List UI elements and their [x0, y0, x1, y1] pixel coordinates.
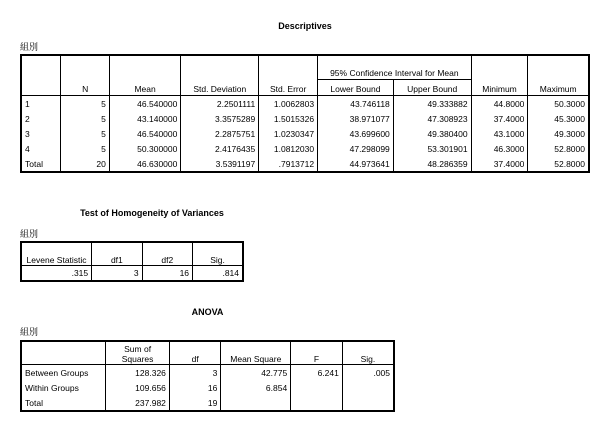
cell-min: 44.8000 — [471, 96, 528, 112]
header-levene-statistic: Levene Statistic — [21, 242, 92, 266]
cell-n: 5 — [61, 111, 109, 126]
descriptives-corner-cell — [21, 55, 61, 96]
header-sig: Sig. — [193, 242, 243, 266]
cell-label: 1 — [21, 96, 61, 112]
cell-lower: 38.971077 — [318, 111, 394, 126]
cell-sd: 2.4176435 — [181, 141, 259, 156]
cell-label: Between Groups — [21, 365, 106, 381]
cell-se: 1.0230347 — [259, 126, 318, 141]
cell-label: Total — [21, 395, 106, 411]
header-maximum: Maximum — [528, 55, 589, 96]
header-anova-sig: Sig. — [342, 341, 394, 365]
cell-n: 5 — [61, 126, 109, 141]
cell-df: 3 — [169, 365, 220, 381]
df2-value: 16 — [142, 266, 192, 282]
header-f: F — [291, 341, 343, 365]
cell-ss: 128.326 — [106, 365, 170, 381]
cell-upper: 47.308923 — [393, 111, 471, 126]
cell-min: 37.4000 — [471, 156, 528, 172]
cell-f — [291, 380, 343, 395]
cell-min: 37.4000 — [471, 111, 528, 126]
cell-min: 46.3000 — [471, 141, 528, 156]
anova-variable-label: 組別 — [20, 327, 39, 337]
anova-title: ANOVA — [191, 307, 224, 317]
cell-n: 5 — [61, 96, 109, 112]
cell-lower: 47.298099 — [318, 141, 394, 156]
df1-value: 3 — [92, 266, 142, 282]
cell-sig — [342, 395, 394, 411]
cell-n: 5 — [61, 141, 109, 156]
cell-f — [291, 395, 343, 411]
cell-mean: 50.300000 — [109, 141, 181, 156]
homogeneity-table — [20, 241, 244, 282]
header-df2: df2 — [142, 242, 192, 266]
cell-se: 1.5015326 — [259, 111, 318, 126]
table-row — [21, 156, 589, 172]
table-row — [21, 111, 589, 126]
header-std-deviation: Std. Deviation — [181, 55, 259, 96]
cell-ms: 6.854 — [221, 380, 291, 395]
header-confidence-interval: 95% Confidence Interval for Mean — [318, 55, 472, 80]
table-row — [21, 395, 394, 411]
cell-upper: 53.301901 — [393, 141, 471, 156]
cell-label: Within Groups — [21, 380, 106, 395]
cell-sd: 3.3575289 — [181, 111, 259, 126]
homogeneity-variable-label: 組別 — [20, 229, 39, 239]
cell-lower: 43.699600 — [318, 126, 394, 141]
cell-sd: 2.2875751 — [181, 126, 259, 141]
table-row — [21, 141, 589, 156]
cell-lower: 43.746118 — [318, 96, 394, 112]
cell-label: Total — [21, 156, 61, 172]
cell-max: 50.3000 — [528, 96, 589, 112]
cell-ms: 42.775 — [221, 365, 291, 381]
cell-sig — [342, 380, 394, 395]
cell-mean: 43.140000 — [109, 111, 181, 126]
cell-se: 1.0062803 — [259, 96, 318, 112]
header-mean: Mean — [109, 55, 181, 96]
cell-sd: 3.5391197 — [181, 156, 259, 172]
cell-ms — [221, 395, 291, 411]
cell-label: 4 — [21, 141, 61, 156]
cell-ss: 237.982 — [106, 395, 170, 411]
sig-value: .814 — [193, 266, 243, 282]
descriptives-variable-label: 組別 — [20, 42, 39, 52]
cell-max: 49.3000 — [528, 126, 589, 141]
anova-table — [20, 340, 395, 412]
cell-mean: 46.540000 — [109, 96, 181, 112]
cell-max: 52.8000 — [528, 156, 589, 172]
header-upper-bound: Upper Bound — [393, 80, 471, 96]
header-df1: df1 — [92, 242, 142, 266]
header-mean-square: Mean Square — [221, 341, 291, 365]
cell-upper: 48.286359 — [393, 156, 471, 172]
header-minimum: Minimum — [471, 55, 528, 96]
cell-upper: 49.380400 — [393, 126, 471, 141]
descriptives-title: Descriptives — [278, 21, 332, 31]
cell-mean: 46.540000 — [109, 126, 181, 141]
levene-value: .315 — [21, 266, 92, 282]
cell-label: 2 — [21, 111, 61, 126]
header-std-error: Std. Error — [259, 55, 318, 96]
homogeneity-title: Test of Homogeneity of Variances — [80, 208, 224, 218]
cell-upper: 49.333882 — [393, 96, 471, 112]
cell-df: 16 — [169, 380, 220, 395]
anova-corner-cell — [21, 341, 106, 365]
cell-label: 3 — [21, 126, 61, 141]
cell-df: 19 — [169, 395, 220, 411]
cell-n: 20 — [61, 156, 109, 172]
cell-max: 52.8000 — [528, 141, 589, 156]
cell-f: 6.241 — [291, 365, 343, 381]
table-row — [21, 365, 394, 381]
table-row — [21, 126, 589, 141]
cell-lower: 44.973641 — [318, 156, 394, 172]
cell-se: .7913712 — [259, 156, 318, 172]
table-row — [21, 96, 589, 112]
header-sum-of-squares: Sum of Squares — [106, 341, 170, 365]
cell-min: 43.1000 — [471, 126, 528, 141]
cell-se: 1.0812030 — [259, 141, 318, 156]
descriptives-table — [20, 54, 590, 173]
header-n: N — [61, 55, 109, 96]
header-df: df — [169, 341, 220, 365]
cell-sd: 2.2501111 — [181, 96, 259, 112]
header-lower-bound: Lower Bound — [318, 80, 394, 96]
cell-mean: 46.630000 — [109, 156, 181, 172]
cell-ss: 109.656 — [106, 380, 170, 395]
cell-max: 45.3000 — [528, 111, 589, 126]
cell-sig: .005 — [342, 365, 394, 381]
table-row — [21, 380, 394, 395]
